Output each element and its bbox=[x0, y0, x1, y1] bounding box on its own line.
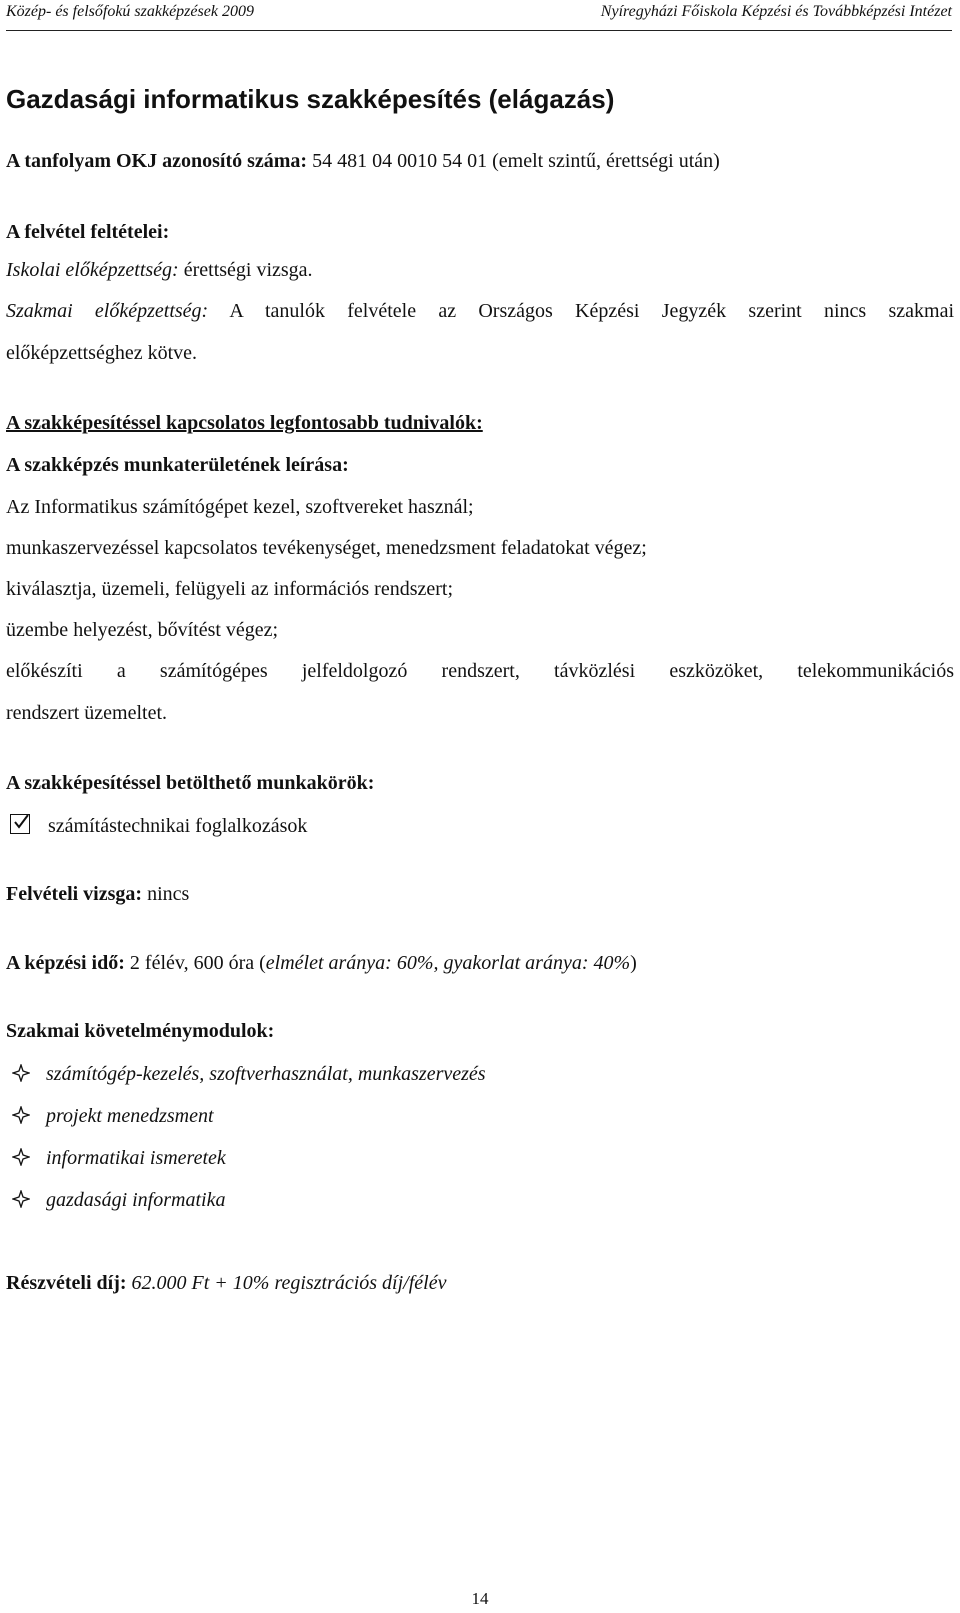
okj-value: 54 481 04 0010 54 01 (emelt szintű, érettségi után) bbox=[307, 150, 720, 172]
module-item-text: számítógép-kezelés, szoftverhasználat, munkaszervezés bbox=[46, 1063, 486, 1085]
header-left-text: Közép- és felsőfokú szakképzések 2009 bbox=[6, 3, 254, 20]
jobs-heading: A szakképesítéssel betölthető munkakörök: bbox=[6, 772, 375, 794]
module-item-text: projekt menedzsment bbox=[46, 1105, 214, 1127]
duration-line bbox=[6, 952, 637, 975]
okj-label: A tanfolyam OKJ azonosító száma: bbox=[6, 150, 308, 172]
modules-list-item bbox=[6, 1063, 486, 1086]
prof-prereq-value-2: előképzettséghez kötve. bbox=[6, 342, 198, 364]
info-line: előkészíti a számítógépes jelfeldolgozó rendszert, távközlési eszközöket, telekommunikációs bbox=[6, 660, 954, 682]
admission-heading: A felvétel feltételei: bbox=[6, 221, 170, 243]
info-line: Az Informatikus számítógépet kezel, szoftvereket használ; bbox=[6, 496, 474, 518]
four-point-star-icon bbox=[12, 1148, 30, 1166]
exam-line bbox=[6, 883, 189, 906]
jobs-item-text: számítástechnikai foglalkozások bbox=[48, 815, 308, 837]
info-line: rendszert üzemeltet. bbox=[6, 702, 168, 724]
info-line: üzembe helyezést, bővítést végez; bbox=[6, 619, 279, 641]
header-right-text: Nyíregyházi Főiskola Képzési és Továbbképzési Intézet bbox=[600, 3, 952, 20]
info-line: kiválasztja, üzemeli, felügyeli az információs rendszert; bbox=[6, 578, 454, 600]
okj-line bbox=[6, 150, 720, 173]
module-item-text: informatikai ismeretek bbox=[46, 1147, 226, 1169]
module-item-text: gazdasági informatika bbox=[46, 1189, 226, 1211]
page-title: Gazdasági informatikus szakképesítés (elágazás) bbox=[6, 84, 615, 114]
school-prereq-value: érettségi vizsga. bbox=[178, 259, 313, 281]
four-point-star-icon bbox=[12, 1106, 30, 1124]
prof-prereq-line bbox=[6, 300, 954, 323]
school-prereq-line bbox=[6, 259, 313, 282]
exam-label: Felvételi vizsga: bbox=[6, 883, 143, 905]
modules-heading: Szakmai követelménymodulok: bbox=[6, 1020, 275, 1042]
prof-prereq-value-1: A tanulók felvétele az Országos Képzési Jegyzék szerint nincs szakmai bbox=[208, 300, 954, 322]
fee-label: Részvételi díj: bbox=[6, 1272, 127, 1294]
duration-label: A képzési idő: bbox=[6, 952, 125, 974]
info-subheading: A szakképzés munkaterületének leírása: bbox=[6, 454, 349, 476]
modules-list-item bbox=[6, 1105, 214, 1128]
modules-list-item bbox=[6, 1147, 226, 1170]
four-point-star-icon bbox=[12, 1064, 30, 1082]
page-number: 14 bbox=[471, 1589, 489, 1608]
duration-close: ) bbox=[630, 952, 637, 974]
exam-value: nincs bbox=[142, 883, 190, 905]
page-header bbox=[6, 0, 952, 31]
info-line: munkaszervezéssel kapcsolatos tevékenységet, menedzsment feladatokat végez; bbox=[6, 537, 647, 559]
prof-prereq-label: Szakmai előképzettség: bbox=[6, 300, 209, 322]
duration-value: 2 félév, 600 óra ( bbox=[124, 952, 266, 974]
fee-value: 62.000 Ft + 10% regisztrációs díj/félév bbox=[131, 1272, 447, 1294]
duration-ratio: elmélet aránya: 60%, gyakorlat aránya: 40% bbox=[265, 952, 631, 974]
info-heading: A szakképesítéssel kapcsolatos legfontosabb tudnivalók: bbox=[6, 412, 483, 434]
fee-line bbox=[6, 1272, 446, 1295]
jobs-list-item bbox=[6, 814, 307, 838]
school-prereq-label: Iskolai előképzettség: bbox=[6, 259, 179, 281]
four-point-star-icon bbox=[12, 1190, 30, 1208]
checkbox-checked-icon bbox=[10, 814, 30, 834]
modules-list-item bbox=[6, 1189, 225, 1212]
